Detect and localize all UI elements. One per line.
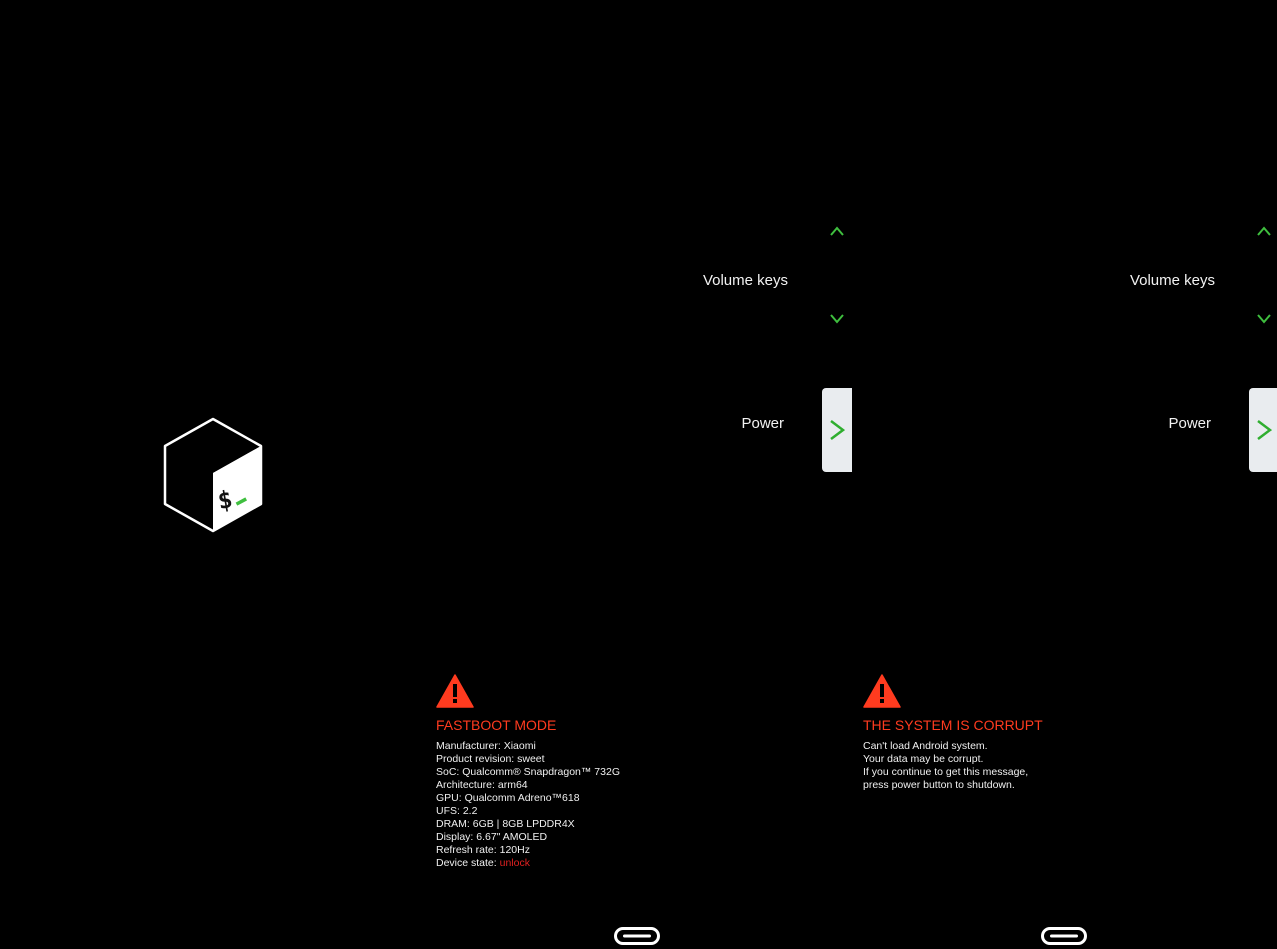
warning-triangle-icon bbox=[863, 674, 901, 708]
chevron-right-icon bbox=[829, 419, 845, 441]
power-button[interactable] bbox=[1249, 388, 1277, 472]
fastboot-mode-panel bbox=[426, 0, 852, 949]
device-state-label: Device state: bbox=[436, 857, 500, 869]
info-line: GPU: Qualcomm Adreno™618 bbox=[436, 792, 580, 804]
bash-terminal-icon bbox=[160, 416, 266, 534]
bash-prompt-dollar: $ bbox=[215, 485, 235, 516]
info-line: DRAM: 6GB | 8GB LPDDR4X bbox=[436, 818, 575, 830]
device-state-line bbox=[436, 857, 620, 870]
usb-c-port-icon bbox=[1041, 927, 1087, 945]
system-corrupt-title: THE SYSTEM IS CORRUPT bbox=[863, 717, 1043, 733]
warning-triangle-icon bbox=[436, 674, 474, 708]
info-line: Refresh rate: 120Hz bbox=[436, 844, 530, 856]
device-info-list bbox=[436, 740, 620, 870]
chevron-down-icon[interactable] bbox=[1257, 308, 1271, 328]
usb-c-port-icon bbox=[614, 927, 660, 945]
chevron-down-icon[interactable] bbox=[830, 308, 844, 328]
device-state-value: unlock bbox=[499, 857, 530, 869]
corrupt-message-list bbox=[863, 740, 1028, 792]
chevron-up-icon[interactable] bbox=[830, 220, 844, 240]
info-line: Product revision: sweet bbox=[436, 753, 545, 765]
info-line: Architecture: arm64 bbox=[436, 779, 528, 791]
chevron-right-icon bbox=[1256, 419, 1272, 441]
message-line: press power button to shutdown. bbox=[863, 779, 1015, 791]
message-line: If you continue to get this message, bbox=[863, 766, 1029, 778]
info-line: SoC: Qualcomm® Snapdragon™ 732G bbox=[436, 766, 620, 778]
info-line: UFS: 2.2 bbox=[436, 805, 478, 817]
system-corrupt-panel bbox=[853, 0, 1277, 949]
info-line: Manufacturer: Xiaomi bbox=[436, 740, 536, 752]
power-label: Power bbox=[741, 415, 784, 432]
power-button[interactable] bbox=[822, 388, 852, 472]
volume-keys-label: Volume keys bbox=[1129, 272, 1215, 289]
fastboot-mode-title: FASTBOOT MODE bbox=[436, 717, 557, 733]
message-line: Can't load Android system. bbox=[863, 740, 988, 752]
message-line: Your data may be corrupt. bbox=[863, 753, 984, 765]
chevron-up-icon[interactable] bbox=[1257, 220, 1271, 240]
volume-keys-label: Volume keys bbox=[702, 272, 788, 289]
power-label: Power bbox=[1168, 415, 1211, 432]
info-line: Display: 6.67" AMOLED bbox=[436, 831, 548, 843]
